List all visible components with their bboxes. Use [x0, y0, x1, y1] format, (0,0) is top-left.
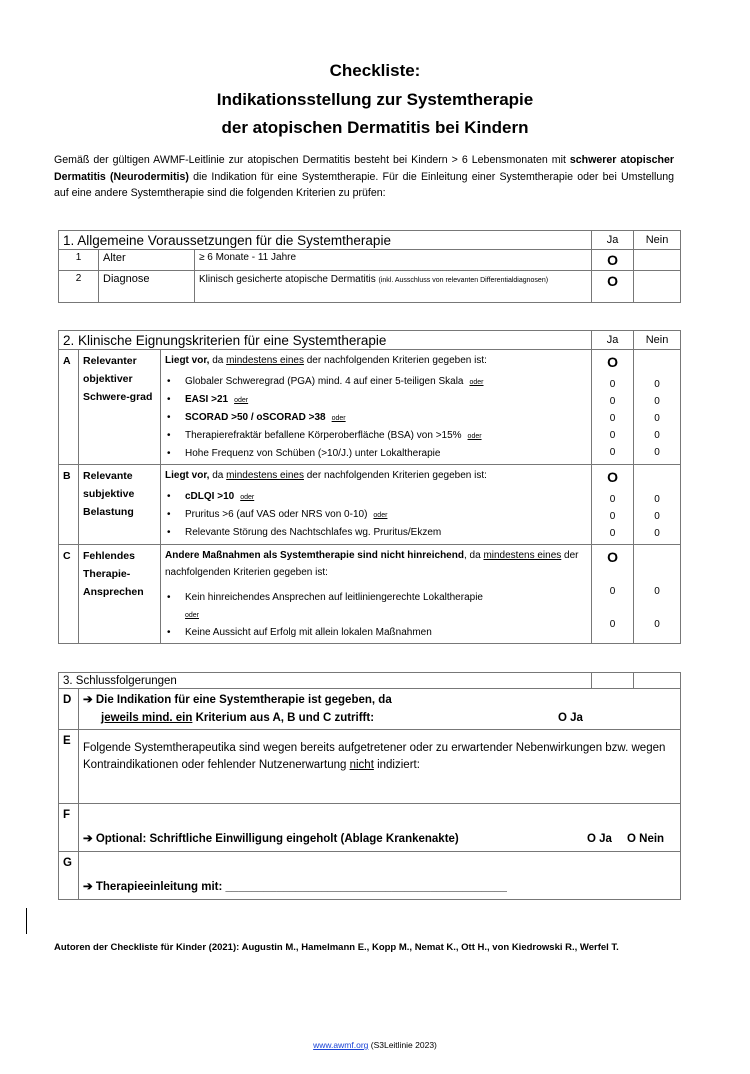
criterion-item: • Relevante Störung des Nachtschlafes wg. Pruritus/Ekzem: [165, 524, 587, 541]
nein-option[interactable]: 0: [654, 528, 660, 539]
nein-option[interactable]: 0: [654, 619, 660, 630]
criterion-c-intro: Andere Maßnahmen als Systemtherapie sind nicht hinreichend, da mindestens eines der nachfolgenden Kriterien gegeben ist:: [165, 550, 579, 578]
ja-option[interactable]: 0: [609, 379, 616, 390]
ja-option[interactable]: 0: [609, 619, 616, 630]
section-2-table: [58, 330, 681, 644]
conclusion-d: ➔ Die Indikation für eine Systemtherapie ist gegeben, da jeweils mind. ein Kriterium aus A, B und C zutrifft: O Ja: [79, 689, 681, 730]
ja-column-b: [592, 465, 634, 545]
ja-option[interactable]: 0: [609, 494, 616, 505]
nein-cell: [634, 250, 681, 271]
section-1-table: [58, 230, 681, 303]
criterion-letter-a: A: [59, 350, 79, 465]
ja-checkbox[interactable]: O: [607, 469, 618, 485]
section-2-heading: 2. Klinische Eignungskriterien für eine Systemtherapie: [59, 331, 592, 350]
nein-column-c: [634, 545, 681, 644]
nein-header: Nein: [634, 331, 681, 350]
criterion-a-content: [161, 350, 592, 465]
row-letter-f: F: [59, 804, 79, 852]
criterion-item: • SCORAD >50 / oSCORAD >38 oder: [165, 409, 587, 427]
nein-option[interactable]: 0: [654, 413, 660, 424]
ja-column-a: [592, 350, 634, 465]
ja-header: Ja: [592, 231, 634, 250]
ja-header: Ja: [592, 331, 634, 350]
nein-cell: [634, 271, 681, 303]
conclusion-e: Folgende Systemtherapeutika sind wegen bereits aufgetretener oder zu erwartender Nebenwirkungen bzw. wegen Kontraindikationen oder fehlender Nutzenerwartung nicht indiziert:: [79, 730, 681, 804]
footer: www.awmf.org (S3Leitlinie 2023): [313, 1040, 437, 1050]
criterion-item: • Keine Aussicht auf Erfolg mit allein lokalen Maßnahmen: [165, 624, 587, 641]
section-3-heading: 3. Schlussfolgerungen: [59, 673, 592, 689]
criterion-item: • Hohe Frequenz von Schüben (>10/J.) unter Lokaltherapie: [165, 445, 587, 462]
empty-cell: [592, 673, 634, 689]
title-line-2: Indikationsstellung zur Systemtherapie: [216, 90, 534, 109]
ja-checkbox[interactable]: O: [607, 549, 618, 565]
nein-column-a: [634, 350, 681, 465]
row-number: 1: [59, 250, 99, 271]
text-cursor: [26, 908, 27, 934]
nein-option[interactable]: 0: [654, 586, 660, 597]
row-text: ≥ 6 Monate - 11 Jahre: [195, 250, 592, 271]
criterion-item: • cDLQI >10 oder: [165, 488, 587, 506]
row-letter-g: G: [59, 852, 79, 900]
ja-checkbox[interactable]: O: [592, 250, 634, 271]
intro-paragraph: Gemäß der gültigen AWMF-Leitlinie zur atopischen Dermatitis besteht bei Kindern > 6 Lebensmonaten mit schwerer atopischer Dermatitis (Neurodermitis) die Indikation für eine Systemtherapie. Für die Einleitung einer Systemtherapie oder bei Umstellung auf eine andere Systemtherapie sind die folgenden Kriterien zu prüfen:: [54, 154, 674, 199]
authors-note: Autoren der Checkliste für Kinder (2021): Augustin M., Hamelmann E., Kopp M., Nemat K., Ott H., von Kiedrowski R., Werfel T.: [54, 942, 619, 953]
criterion-item: • EASI >21 oder: [165, 391, 587, 409]
criterion-label-b: Relevante subjektive Belastung: [79, 465, 161, 545]
ja-option[interactable]: 0: [609, 430, 616, 441]
criterion-b-intro: Liegt vor, da mindestens eines der nachfolgenden Kriterien gegeben ist:: [165, 470, 487, 481]
nein-option[interactable]: 0: [654, 430, 660, 441]
ja-checkbox[interactable]: O: [607, 354, 618, 370]
title-line-3: der atopischen Dermatitis bei Kindern: [221, 118, 529, 137]
criterion-letter-c: C: [59, 545, 79, 644]
row-letter-e: E: [59, 730, 79, 804]
f-nein-option[interactable]: O Nein: [627, 833, 665, 845]
criterion-label-c: Fehlendes Therapie-Ansprechen: [79, 545, 161, 644]
nein-option[interactable]: 0: [654, 379, 660, 390]
nein-option[interactable]: 0: [654, 511, 660, 522]
criterion-item: • Pruritus >6 (auf VAS oder NRS von 0-10) oder: [165, 506, 587, 524]
criterion-c-content: [161, 545, 592, 644]
section-1-heading: 1. Allgemeine Voraussetzungen für die Systemtherapie: [59, 231, 592, 250]
criterion-letter-b: B: [59, 465, 79, 545]
ja-option[interactable]: 0: [609, 413, 616, 424]
criterion-item: • Kein hinreichendes Ansprechen auf leitliniengerechte Lokaltherapie oder: [165, 589, 587, 624]
row-label: Alter: [99, 250, 195, 271]
criterion-item: • Globaler Schweregrad (PGA) mind. 4 auf einer 5-teiligen Skala oder: [165, 373, 587, 391]
section-3-table: [58, 672, 681, 900]
nein-option[interactable]: 0: [654, 447, 660, 458]
ja-column-c: [592, 545, 634, 644]
criterion-a-intro: Liegt vor, da mindestens eines der nachfolgenden Kriterien gegeben ist:: [165, 355, 487, 366]
nein-option[interactable]: 0: [654, 396, 660, 407]
empty-cell: [634, 673, 681, 689]
therapy-start-field[interactable]: ➔ Therapieeinleitung mit: ____________________________________________: [79, 852, 681, 900]
ja-option[interactable]: 0: [609, 528, 616, 539]
ja-option[interactable]: 0: [609, 586, 616, 597]
awmf-link[interactable]: www.awmf.org: [313, 1040, 369, 1050]
row-text: Klinisch gesicherte atopische Dermatitis (inkl. Ausschluss von relevanten Differentialdiagnosen): [195, 271, 592, 303]
criterion-b-content: [161, 465, 592, 545]
row-number: 2: [59, 271, 99, 303]
title-line-1: Checkliste:: [329, 61, 421, 80]
d-ja-option[interactable]: O Ja: [558, 712, 583, 724]
criterion-item: • Therapierefraktär befallene Körperoberfläche (BSA) von >15% oder: [165, 427, 587, 445]
f-ja-option[interactable]: O Ja: [587, 833, 612, 845]
ja-option[interactable]: 0: [609, 447, 616, 458]
ja-option[interactable]: 0: [609, 396, 616, 407]
row-label: Diagnose: [99, 271, 195, 303]
conclusion-f: ➔ Optional: Schriftliche Einwilligung eingeholt (Ablage Krankenakte) O Ja O Nein: [79, 804, 681, 852]
nein-option[interactable]: 0: [654, 494, 660, 505]
ja-option[interactable]: 0: [609, 511, 616, 522]
ja-checkbox[interactable]: O: [592, 271, 634, 303]
nein-header: Nein: [634, 231, 681, 250]
row-letter-d: D: [59, 689, 79, 730]
criterion-label-a: Relevanter objektiver Schwere-grad: [79, 350, 161, 465]
nein-column-b: [634, 465, 681, 545]
